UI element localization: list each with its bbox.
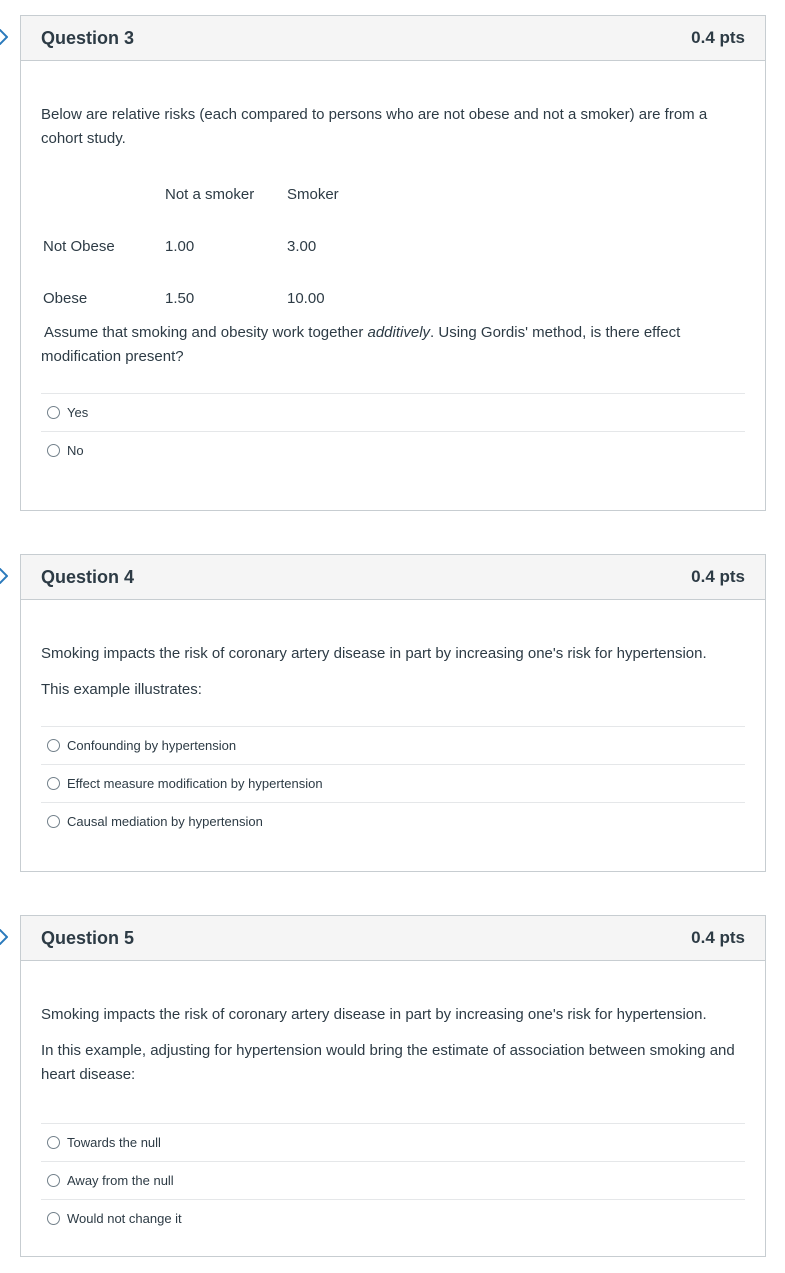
answer-option[interactable] <box>41 1200 745 1237</box>
question-3 <box>20 15 766 511</box>
col-header-not-smoker: Not a smoker <box>165 186 255 203</box>
answer-list <box>41 393 745 469</box>
answer-option[interactable] <box>41 432 745 469</box>
cell-value: 1.00 <box>165 238 195 255</box>
row-label-not-obese: Not Obese <box>43 238 115 255</box>
question-text: This example illustrates: <box>41 681 202 698</box>
radio-button[interactable] <box>47 777 60 790</box>
answer-label: No <box>67 442 84 458</box>
question-body <box>21 642 765 840</box>
prompt-text: . Using Gordis' method, is there effect modification present? <box>41 324 681 365</box>
radio-button[interactable] <box>47 1212 60 1225</box>
answer-option[interactable] <box>41 1124 745 1162</box>
answer-label: Towards the null <box>67 1134 161 1150</box>
answer-list <box>41 726 745 840</box>
question-text: Smoking impacts the risk of coronary artery disease in part by increasing one's risk for hypertension. <box>41 645 707 662</box>
answer-option[interactable] <box>41 1162 745 1200</box>
question-text: Smoking impacts the risk of coronary artery disease in part by increasing one's risk for hypertension. <box>41 1006 707 1023</box>
answer-label: Causal mediation by hypertension <box>67 813 263 829</box>
radio-button[interactable] <box>47 406 60 419</box>
radio-button[interactable] <box>47 739 60 752</box>
question-flag-icon[interactable] <box>0 29 8 45</box>
col-header-smoker: Smoker <box>287 186 339 203</box>
answer-label: Confounding by hypertension <box>67 737 237 753</box>
answer-label: Effect measure modification by hypertension <box>67 775 323 791</box>
question-flag-icon[interactable] <box>0 568 8 584</box>
radio-button[interactable] <box>47 1136 60 1149</box>
question-title: Question 4 <box>41 566 135 587</box>
cell-value: 1.50 <box>165 290 195 307</box>
question-prompt <box>41 321 745 369</box>
question-points: 0.4 pts <box>691 567 745 586</box>
question-header <box>21 555 765 600</box>
answer-option[interactable] <box>41 394 745 432</box>
answer-option[interactable] <box>41 765 745 803</box>
question-text: Below are relative risks (each compared to persons who are not obese and not a smoker) are from a cohort study. <box>41 106 708 147</box>
radio-button[interactable] <box>47 444 60 457</box>
answer-label: Yes <box>67 404 89 420</box>
radio-button[interactable] <box>47 815 60 828</box>
question-body <box>21 1003 765 1237</box>
answer-option[interactable] <box>41 803 745 840</box>
question-flag-icon[interactable] <box>0 929 8 945</box>
prompt-emphasis: additively <box>367 324 431 341</box>
question-title: Question 5 <box>41 927 135 948</box>
row-label-obese: Obese <box>43 290 88 307</box>
question-5 <box>20 915 766 1257</box>
question-title: Question 3 <box>41 27 135 48</box>
question-4 <box>20 554 766 872</box>
question-header <box>21 16 765 61</box>
radio-button[interactable] <box>47 1174 60 1187</box>
answer-option[interactable] <box>41 727 745 765</box>
answer-label: Would not change it <box>67 1210 182 1226</box>
question-text: In this example, adjusting for hypertension would bring the estimate of association between smoking and heart disease: <box>41 1042 735 1083</box>
prompt-text: Assume that smoking and obesity work together <box>44 324 368 341</box>
question-points: 0.4 pts <box>691 28 745 47</box>
answer-label: Away from the null <box>67 1172 174 1188</box>
question-header <box>21 916 765 961</box>
cell-value: 3.00 <box>287 238 317 255</box>
cell-value: 10.00 <box>287 290 325 307</box>
answer-list <box>41 1123 745 1237</box>
question-body <box>21 103 765 469</box>
relative-risk-table <box>41 167 745 307</box>
question-points: 0.4 pts <box>691 928 745 947</box>
